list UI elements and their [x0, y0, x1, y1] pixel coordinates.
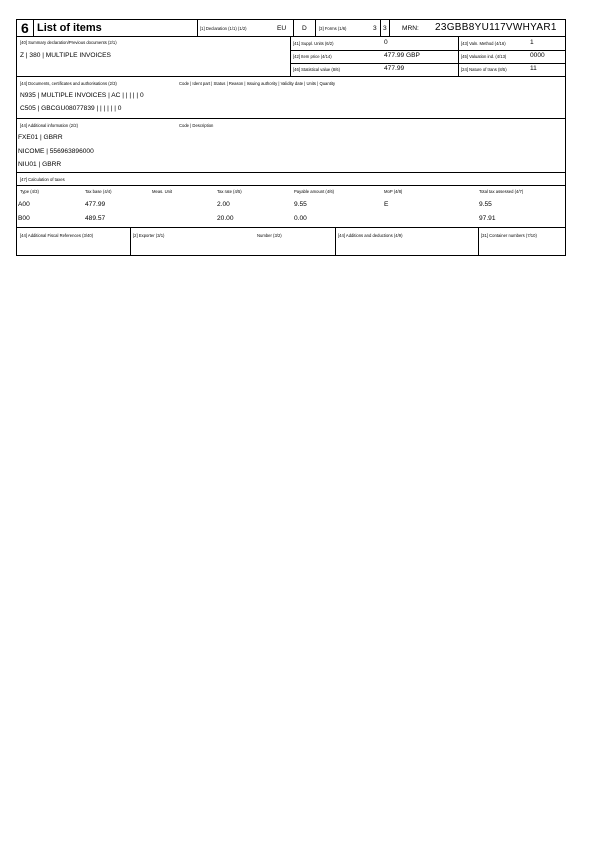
exporter-label: [2] Exporter (3/1) — [133, 233, 165, 238]
forms-label: [3] Forms (1/6) — [319, 26, 347, 31]
documents-label: [44] Documents, certificates and authorisations (2/3) — [20, 81, 117, 86]
tax-row-1-base: 477.99 — [85, 201, 106, 208]
summary-row — [17, 37, 565, 77]
documents-row — [17, 77, 565, 119]
tax-header-mop: MoP (4/8) — [384, 189, 403, 194]
nature-trans-label: [24] Nature of trans (8/5) — [461, 67, 507, 72]
fiscal-references-label: [44] Additional Fiscal References (3/40) — [20, 233, 94, 238]
tax-row-1-mop: E — [384, 201, 389, 208]
additional-info-row-1: FXE01 | GBRR — [18, 134, 63, 141]
stat-value-label: [46] Statistical value (8/6) — [293, 67, 341, 72]
valuation-ind-label: [45] Valuation ind. (4/13) — [461, 54, 507, 59]
page-title: List of items — [37, 22, 102, 34]
tax-row-1-type: A00 — [18, 201, 30, 208]
tax-header-type: Type (4/3) — [20, 189, 39, 194]
additional-info-row-3: NIU01 | GBRR — [18, 161, 62, 168]
tax-header-total: Total tax assessed (4/7) — [479, 189, 524, 194]
valuation-ind-value: 0000 — [530, 52, 545, 59]
footer-row — [17, 228, 565, 255]
summary-declaration-value: Z | 380 | MULTIPLE INVOICES — [20, 52, 111, 59]
list-of-items-form — [16, 19, 566, 256]
tax-row-2-base: 489.57 — [85, 215, 106, 222]
form-number: 6 — [21, 20, 29, 36]
document-row-2: C505 | GBCGU08077839 | | | | | | 0 — [20, 105, 122, 112]
nature-trans-value: 11 — [530, 65, 537, 72]
documents-columns: Code | Ident part | Status | Reason | Issuing authority | Validity date | Units | Quantity — [179, 81, 336, 86]
additional-info-label: [44] Additional information (2/2) — [20, 123, 78, 128]
tax-row-2-type: B00 — [18, 215, 30, 222]
tax-header-payable: Payable amount (4/6) — [294, 189, 335, 194]
additional-info-columns: Code | Description — [179, 123, 214, 128]
document-row-1: N935 | MULTIPLE INVOICES | AC | | | | | 0 — [20, 92, 144, 99]
taxes-row — [17, 173, 565, 228]
tax-header-unit: Meas. Unit — [152, 189, 173, 194]
item-price-label: [42] Item price (4/14) — [293, 54, 332, 59]
forms-current: 3 — [373, 25, 377, 32]
summary-declaration-label: [40] Summary declaration/Previous documents (2/1) — [20, 40, 117, 45]
header-row — [17, 20, 565, 37]
supp-units-label: [41] Suppl. Units (6/2) — [293, 41, 334, 46]
tax-row-2-rate: 20.00 — [217, 215, 234, 222]
exporter-number-label: Number (3/2) — [257, 233, 282, 238]
mrn-label: MRN: — [402, 25, 419, 32]
tax-row-1-rate: 2.00 — [217, 201, 230, 208]
tax-row-2-payable: 0.00 — [294, 215, 307, 222]
stat-value-value: 477.99 — [384, 65, 405, 72]
forms-total: 3 — [383, 25, 387, 32]
valn-method-value: 1 — [530, 39, 534, 46]
supp-units-value: 0 — [384, 39, 388, 46]
taxes-label: [47] Calculation of taxes — [20, 177, 65, 182]
additions-deductions-label: [44] Additions and deductions (4/9) — [338, 233, 403, 238]
valn-method-label: [43] Valn. Method (4/16) — [461, 41, 506, 46]
tax-row-1-payable: 9.55 — [294, 201, 307, 208]
tax-header-rate: Tax rate (4/5) — [217, 189, 242, 194]
tax-header-base: Tax base (4/4) — [85, 189, 112, 194]
tax-row-1-total: 9.55 — [479, 201, 492, 208]
mrn-value: 23GBB8YU117VWHYAR1 — [435, 22, 557, 33]
additional-info-row-2: NICOME | 556963896000 — [18, 148, 94, 155]
tax-row-2-total: 97.91 — [479, 215, 496, 222]
declaration-label: [1] Declaration (1/1) (1/2) — [200, 26, 247, 31]
additional-info-row — [17, 119, 565, 173]
declaration-sub: D — [302, 25, 307, 32]
container-numbers-label: [31] Container numbers (7/10) — [481, 233, 537, 238]
declaration-type: EU — [277, 25, 287, 32]
item-price-value: 477.99 GBP — [384, 52, 420, 59]
